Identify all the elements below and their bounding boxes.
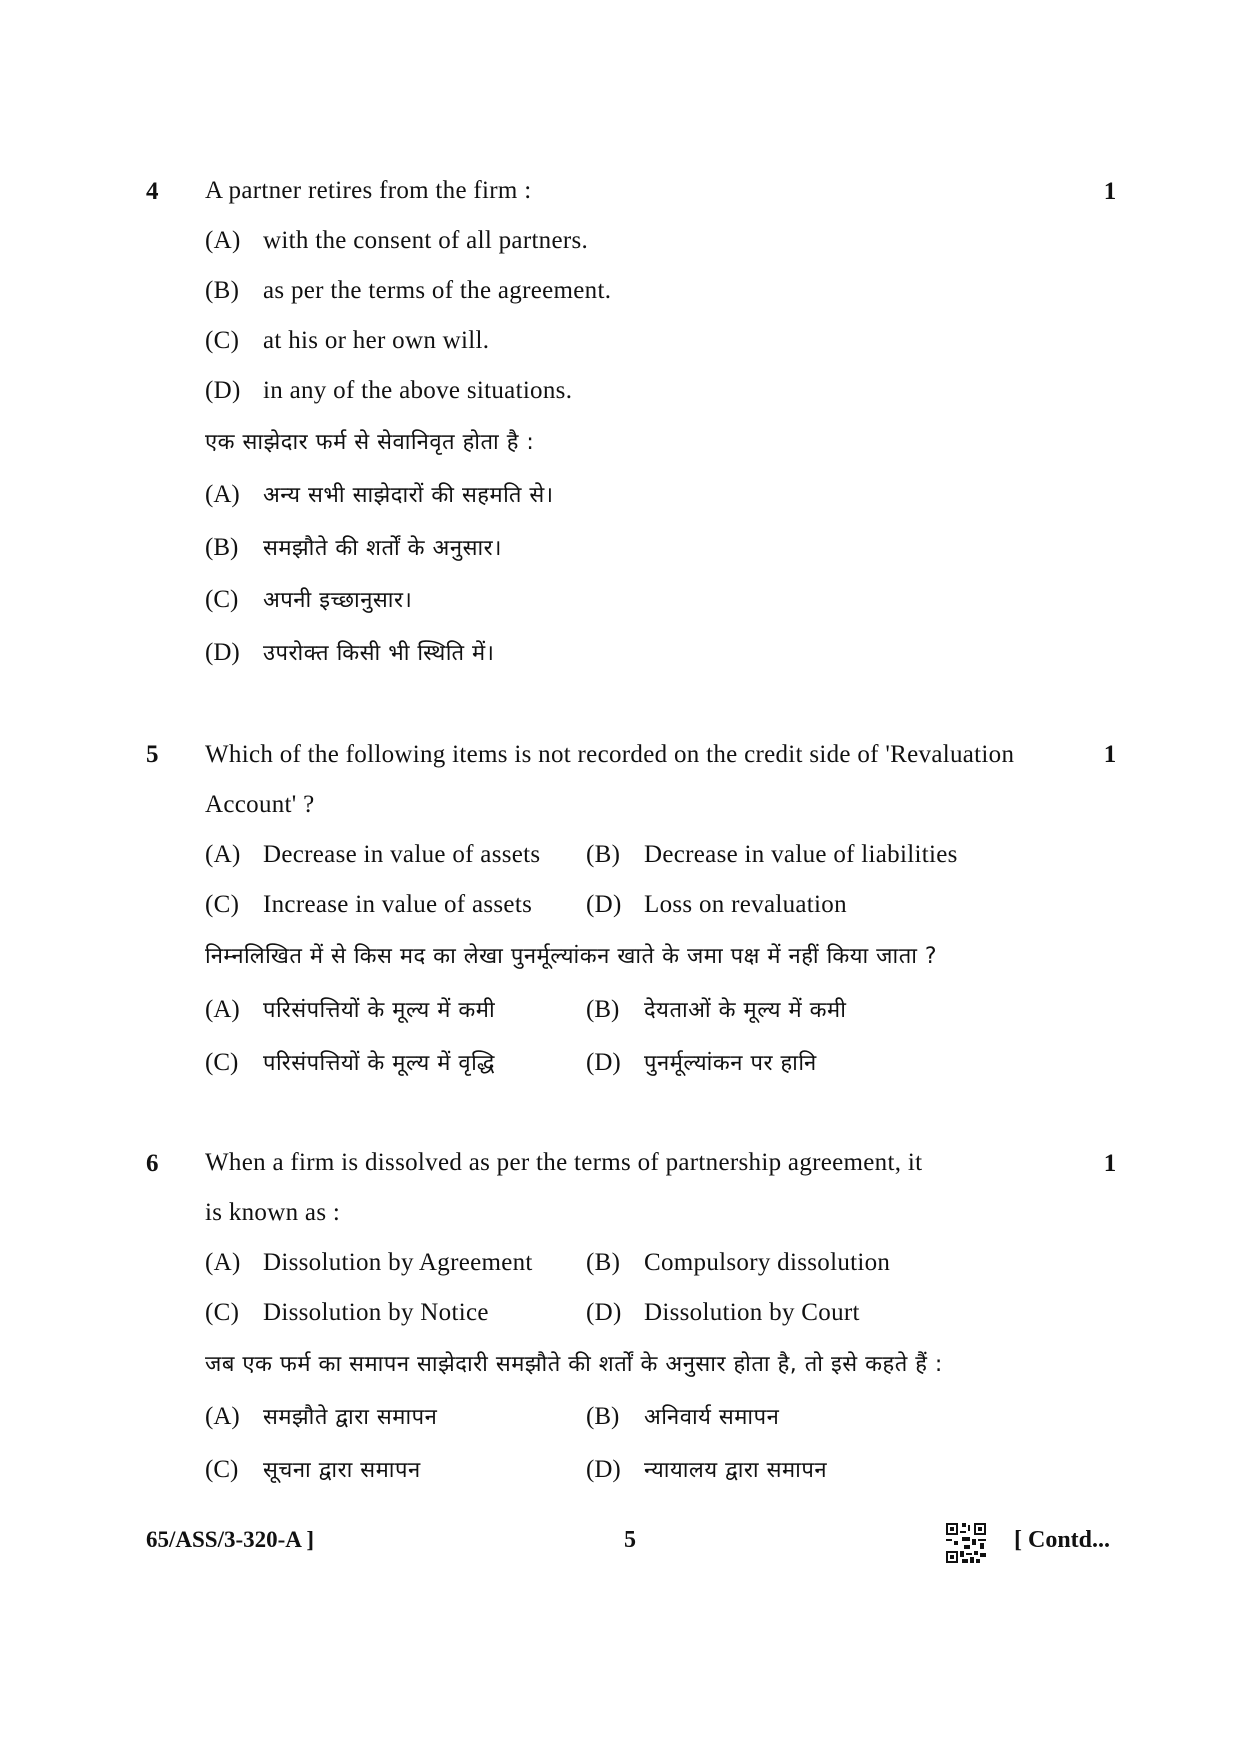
option-label: (B) <box>586 996 620 1023</box>
question-4-number: 4 <box>146 178 159 205</box>
page-number: 5 <box>624 1527 636 1553</box>
option-text: अन्य सभी साझेदारों की सहमति से। <box>263 483 554 508</box>
question-6-option-d <box>586 1298 860 1328</box>
option-text: Loss on revaluation <box>644 891 847 918</box>
question-6-option-c <box>205 1298 489 1328</box>
option-text: अनिवार्य समापन <box>644 1405 780 1430</box>
question-4-option-c <box>205 326 489 356</box>
option-text: Dissolution by Notice <box>263 1299 489 1326</box>
question-4-option-a <box>205 226 588 256</box>
question-6-hindi-option-a <box>205 1402 437 1433</box>
paper-code: 65/ASS/3-320-A ] <box>146 1527 315 1552</box>
option-text: परिसंपत्तियों के मूल्य में वृद्धि <box>263 1051 495 1076</box>
question-6-text-line-2: is known as : <box>205 1199 341 1226</box>
question-5-hindi-option-a <box>205 995 495 1026</box>
option-label: (C) <box>205 1456 239 1483</box>
question-6-hindi-option-c <box>205 1455 421 1486</box>
option-text: Dissolution by Court <box>644 1299 860 1326</box>
option-label: (D) <box>586 1456 621 1483</box>
option-text: परिसंपत्तियों के मूल्य में कमी <box>263 998 496 1023</box>
question-5-hindi-option-b <box>586 995 846 1026</box>
question-5-option-b <box>586 840 958 870</box>
question-6-option-b <box>586 1248 890 1278</box>
option-label: (A) <box>205 227 241 254</box>
option-label: (A) <box>205 1403 240 1430</box>
question-5-number: 5 <box>146 741 159 768</box>
option-label: (B) <box>586 1249 621 1276</box>
option-label: (A) <box>205 481 240 508</box>
option-text: उपरोक्त किसी भी स्थिति में। <box>263 641 495 666</box>
question-4-option-d <box>205 376 572 406</box>
option-label: (D) <box>205 639 240 666</box>
option-text: पुनर्मूल्यांकन पर हानि <box>644 1051 817 1076</box>
option-text: at his or her own will. <box>263 327 490 354</box>
option-label: (C) <box>205 1049 239 1076</box>
option-label: (A) <box>205 841 241 868</box>
question-6-option-a <box>205 1248 533 1278</box>
option-label: (A) <box>205 1249 241 1276</box>
question-4-hindi-option-d <box>205 638 495 669</box>
option-label: (B) <box>586 1403 620 1430</box>
question-5-hindi-option-c <box>205 1048 495 1079</box>
question-4-option-b <box>205 276 611 306</box>
option-label: (B) <box>586 841 621 868</box>
option-text: Compulsory dissolution <box>644 1249 891 1276</box>
question-5-text-line-2: Account' ? <box>205 791 315 818</box>
question-4-text: A partner retires from the firm : <box>205 177 532 204</box>
question-5-option-d <box>586 890 847 920</box>
option-text: as per the terms of the agreement. <box>263 277 612 304</box>
option-text: न्यायालय द्वारा समापन <box>644 1458 828 1483</box>
option-label: (A) <box>205 996 240 1023</box>
question-6-hindi-option-b <box>586 1402 779 1433</box>
question-4-hindi-option-a <box>205 480 554 511</box>
option-label: (B) <box>205 277 240 304</box>
question-4-hindi-text: एक साझेदार फर्म से सेवानिवृत होता है : <box>205 430 535 455</box>
option-text: Decrease in value of liabilities <box>644 841 958 868</box>
question-6-hindi-text: जब एक फर्म का समापन साझेदारी समझौते की शर्तों के अनुसार होता है, तो इसे कहते हैं : <box>205 1352 943 1377</box>
question-6-text-line-1: When a firm is dissolved as per the terms of partnership agreement, it <box>205 1149 923 1176</box>
option-label: (D) <box>586 891 622 918</box>
question-6-hindi-option-d <box>586 1455 827 1486</box>
option-label: (C) <box>205 891 240 918</box>
option-text: अपनी इच्छानुसार। <box>263 588 413 613</box>
question-4-hindi-option-b <box>205 533 502 564</box>
option-text: समझौते की शर्तों के अनुसार। <box>263 536 502 561</box>
option-text: Decrease in value of assets <box>263 841 541 868</box>
qr-code-icon <box>946 1523 986 1563</box>
question-5-hindi-option-d <box>586 1048 817 1079</box>
option-label: (D) <box>586 1299 622 1326</box>
question-4-hindi-option-c <box>205 585 412 616</box>
option-label: (C) <box>205 586 239 613</box>
question-5-option-c <box>205 890 532 920</box>
question-5-marks: 1 <box>1103 741 1117 768</box>
question-6-marks: 1 <box>1103 1150 1117 1177</box>
option-label: (D) <box>586 1049 621 1076</box>
option-text: सूचना द्वारा समापन <box>263 1458 421 1483</box>
question-4-marks: 1 <box>1103 178 1117 205</box>
question-5-text-line-1: Which of the following items is not recorded on the credit side of 'Revaluation <box>205 741 1015 768</box>
option-text: Increase in value of assets <box>263 891 533 918</box>
continued-label: [ Contd... <box>1014 1527 1111 1553</box>
option-text: with the consent of all partners. <box>263 227 589 254</box>
question-6-number: 6 <box>146 1150 159 1177</box>
option-text: Dissolution by Agreement <box>263 1249 533 1276</box>
option-label: (C) <box>205 1299 240 1326</box>
question-5-hindi-text: निम्नलिखित में से किस मद का लेखा पुनर्मूल्यांकन खाते के जमा पक्ष में नहीं किया जाता ? <box>205 944 938 969</box>
option-text: देयताओं के मूल्य में कमी <box>644 998 847 1023</box>
question-5-option-a <box>205 840 540 870</box>
option-label: (B) <box>205 534 239 561</box>
option-text: in any of the above situations. <box>263 377 573 404</box>
option-label: (D) <box>205 377 241 404</box>
option-text: समझौते द्वारा समापन <box>263 1405 438 1430</box>
option-label: (C) <box>205 327 240 354</box>
